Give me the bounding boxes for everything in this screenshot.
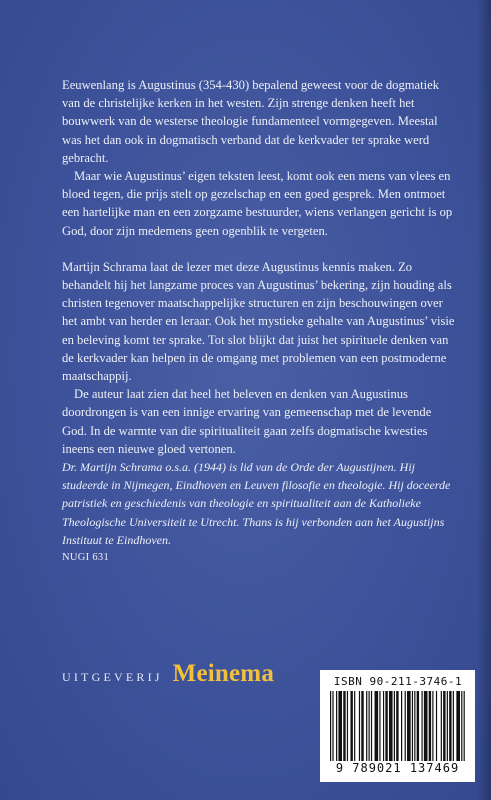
ean-number: 9 789021 137469 (335, 761, 460, 775)
blurb-paragraph-1: Eeuwenlang is Augustinus (354-430) bepalend geweest voor de dogmatiek van de christelijke kerken in het westen. Zijn strenge denken heeft het bouwwerk van de westerse theologie fundamenteel vormgegeven. Meestal was het dan ook in dogmatisch verband dat de kerkvader ter sprake werd gebracht. (62, 78, 440, 165)
publisher-logo (62, 660, 274, 694)
publisher-name: Meinema (172, 660, 275, 687)
paragraph-gap (62, 240, 458, 258)
blurb-paragraph-4: De auteur laat zien dat heel het beleven en denken van Augustinus doordrongen is van een innige ervaring van gemeenschap met de levende God. In de warmte van die spiritualiteit gaan zelfs dogmatische kwesties ineens een nieuwe gloed vertonen. (62, 387, 432, 456)
blurb-paragraph-3: Martijn Schrama laat de lezer met deze Augustinus kennis maken. Zo behandelt hij het langzame proces van Augustinus’ bekering, zijn houding als christen tegenover maatschappelijke structuren en zijn beschouwingen over het ambt van herder en leraar. Ook het mystieke gehalte van Augustinus’ visie en beleving komt ter sprake. Tot slot blijkt dat juist het spirituele denken van de kerkvader kan helpen in de omgang met problemen van een postmoderne maatschappij. (62, 259, 455, 384)
author-bio: Dr. Martijn Schrama o.s.a. (1944) is lid van de Orde der Augustijnen. Hij studeerde in Nijmegen, Eindhoven en Leuven filosofie en theologie. Hij doceerde patristiek en geschiedenis van theologie en spiritualiteit aan de Katholieke Theologische Universiteit te Utrecht. Thans is hij verbonden aan het Augustijns Instituut te Eindhoven. (62, 460, 451, 547)
spine-shadow (477, 0, 491, 800)
publisher-prefix: UITGEVERIJ (62, 670, 163, 684)
blurb-paragraph-2: Maar wie Augustinus’ eigen teksten leest, komt ook een mens van vlees en bloed tegen, die prijs stelt op gezelschap en een goed gesprek. Men ontmoet een hartelijke man en een zorgzame bestuurder, wiens verlangen gericht is op God, door zijn medemens geen ogenblik te vergeten. (62, 169, 453, 238)
isbn-text: ISBN 90-211-3746-1 (333, 675, 463, 688)
nugi-code: NUGI 631 (62, 552, 110, 564)
barcode-icon (330, 691, 466, 761)
barcode-box (320, 670, 475, 782)
blurb-text-block (62, 76, 458, 567)
